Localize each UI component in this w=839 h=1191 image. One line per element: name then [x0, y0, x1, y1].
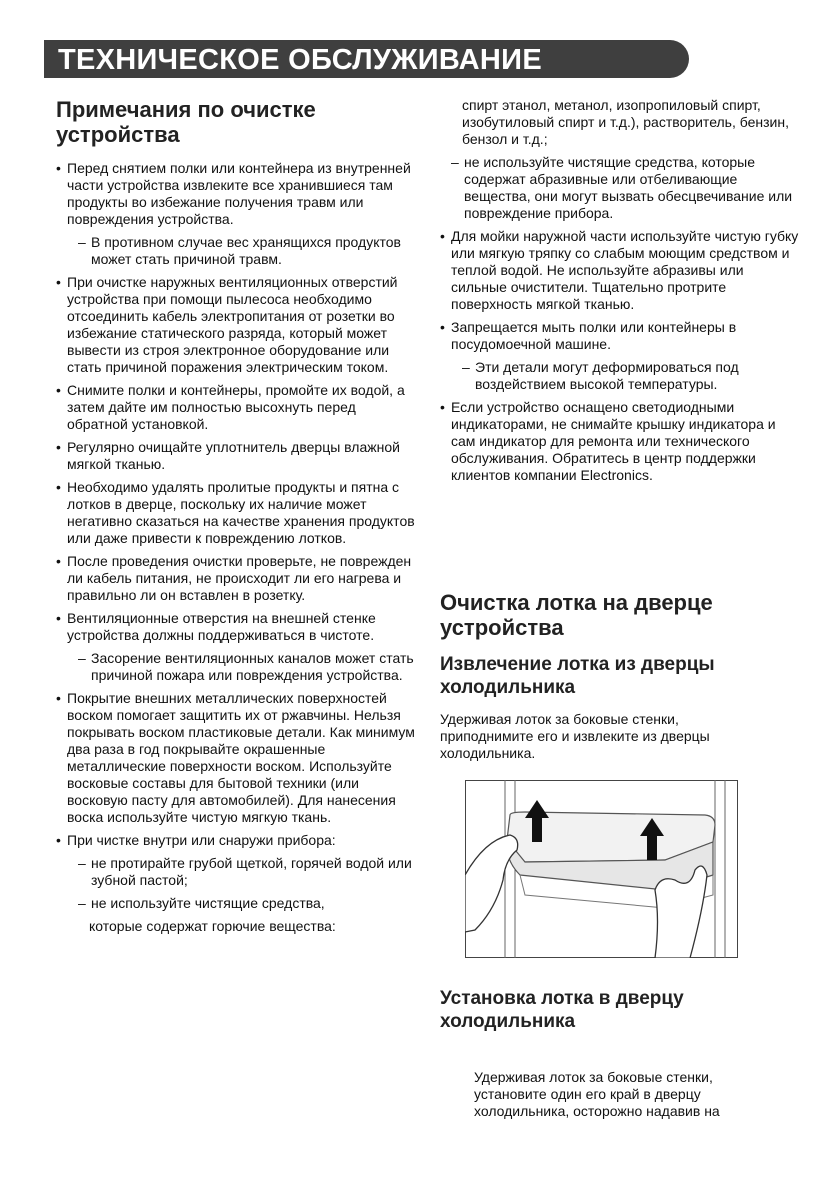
list-item-text: Перед снятием полки или контейнера из внутренней части устройства извлеките все хранившиеся там продукты во избежание получения травм или повреждения устройства.	[67, 160, 411, 227]
list-item-text: Для мойки наружной части используйте чистую губку или мягкую тряпку со слабым моющим средством и теплой водой. Не используйте абразивы или сильные очистители. Тщательно протрите поверхность мягкой тканью.	[451, 228, 799, 312]
list-item	[56, 439, 416, 473]
list-item	[56, 610, 416, 684]
sub-item: – не протирайте грубой щеткой, горячей водой или зубной пастой;	[67, 855, 416, 889]
cleaning-notes-list-cont	[440, 228, 800, 484]
list-item	[56, 382, 416, 433]
page-title: ТЕХНИЧЕСКОЕ ОБСЛУЖИВАНИЕ	[58, 44, 542, 76]
list-item-text: При очистке наружных вентиляционных отверстий устройства при помощи пылесоса необходимо отсоединить кабель электропитания от розетки во избежание статического разряда, который может вывести из строя электронное оборудование или стать причиной поражения электрическим током.	[67, 274, 398, 375]
list-item-text: Снимите полки и контейнеры, промойте их водой, а затем дайте им полностью высохнуть перед обратной установкой.	[67, 382, 405, 432]
list-item	[440, 319, 800, 393]
cleaning-notes-heading: Примечания по очистке устройства	[56, 97, 316, 147]
tray-removal-heading: Извлечение лотка из дверцы холодильника	[440, 654, 715, 698]
list-item-text: Покрытие внешних металлических поверхностей воском помогает защитить их от ржавчины. Нельзя покрывать воском пластиковые детали. Как минимум два раза в год покрывайте окрашенные металлические поверхности воском. Используйте восковые составы для бытовой техники (или восковую пасту для автомобилей). Для нанесения воска используйте чистую мягкую ткань.	[67, 690, 415, 825]
sub-item: – не используйте чистящие средства, которые содержат абразивные или отбеливающие вещества, они могут вызвать обесцвечивание или повреждение прибора.	[440, 154, 800, 222]
list-item	[56, 832, 416, 935]
right-column	[440, 97, 800, 490]
sub-item: – В противном случае вес хранящихся продуктов может стать причиной травм.	[67, 234, 416, 268]
list-item	[56, 690, 416, 826]
cleaning-notes-list	[56, 160, 416, 935]
list-item	[440, 228, 800, 313]
list-item-text: При чистке внутри или снаружи прибора:	[67, 832, 336, 848]
list-item-text: После проведения очистки проверьте, не поврежден ли кабель питания, не происходит ли его нагрева и правильно ли он вставлен в розетку.	[67, 553, 412, 603]
continued-text: спирт этанол, метанол, изопропиловый спирт, изобутиловый спирт и т.д.), растворитель, бензин, бензол и т.д.;	[462, 97, 789, 147]
left-column	[56, 97, 416, 941]
sub-item: – не используйте чистящие средства,	[67, 895, 416, 912]
list-item-text: Необходимо удалять пролитые продукты и пятна с лотков в дверце, поскольку их наличие может негативно сказаться на качестве хранения продуктов или даже привести к повреждению лотков.	[67, 479, 415, 546]
list-item-text: Вентиляционные отверстия на внешней стенке устройства должны поддерживаться в чистоте.	[67, 610, 376, 643]
list-item-text: Регулярно очищайте уплотнитель дверцы влажной мягкой тканью.	[67, 439, 400, 472]
list-item-text: Если устройство оснащено светодиодными индикаторами, не снимайте крышку индикатора и сам индикатор для ремонта или технического обслуживания. Обратитесь в центр поддержки клиентов компании Electronics.	[451, 399, 776, 483]
sub-item-continuation: которые содержат горючие вещества:	[89, 918, 336, 934]
list-item	[56, 274, 416, 376]
list-item	[56, 553, 416, 604]
tray-cleaning-heading: Очистка лотка на дверце устройства	[440, 590, 713, 640]
tray-removal-text: Удерживая лоток за боковые стенки, приподнимите его и извлеките из дверцы холодильника.	[440, 711, 710, 761]
sub-item: – Засорение вентиляционных каналов может стать причиной пожара или повреждения устройства.	[67, 650, 416, 684]
tray-install-text: Удерживая лоток за боковые стенки, установите один его край в дверцу холодильника, осторожно надавив на	[474, 1069, 720, 1119]
list-item-text: Запрещается мыть полки или контейнеры в посудомоечной машине.	[451, 319, 737, 352]
tray-removal-illustration	[465, 780, 738, 958]
sub-item: – Эти детали могут деформироваться под воздействием высокой температуры.	[451, 359, 800, 393]
list-item	[56, 160, 416, 268]
tray-install-heading: Установка лотка в дверцу холодильника	[440, 988, 684, 1032]
list-item	[440, 399, 800, 484]
list-item	[56, 479, 416, 547]
section-banner	[44, 40, 689, 78]
